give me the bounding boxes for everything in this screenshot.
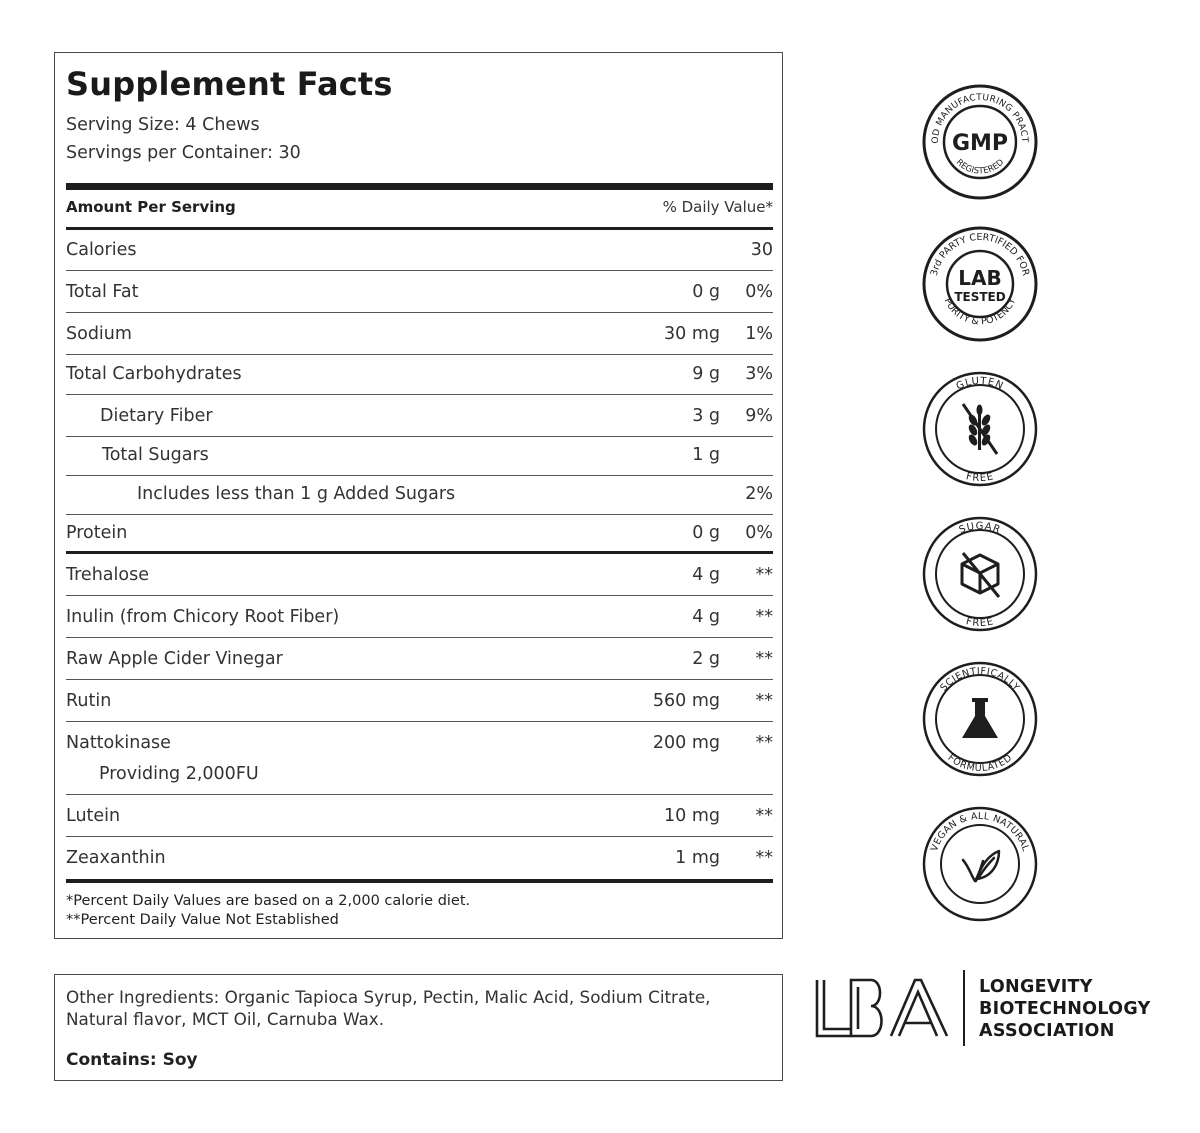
nutrient-amount: 30 mg [664,324,720,344]
ingredient-name: Nattokinase [66,733,171,753]
ingredient-amount: 10 mg [664,806,720,826]
row-divider [66,312,773,313]
nutrient-name: Calories [66,240,137,260]
bottom-divider [66,879,773,883]
nutrient-dv: 2% [745,484,773,504]
nutrient-name: Total Carbohydrates [66,364,242,384]
section-divider [66,551,773,554]
svg-text:GLUTEN: GLUTEN [954,375,1006,393]
ingredient-name: Zeaxanthin [66,848,166,868]
ingredient-amount: 560 mg [652,691,720,711]
nutrient-name: Total Fat [66,282,139,302]
allergen-contains: Contains: Soy [66,1050,198,1070]
nutrient-name: Dietary Fiber [100,406,213,426]
lab-tested-seal-icon [921,225,1039,347]
lba-name-line3: ASSOCIATION [979,1021,1115,1041]
nutrient-name: Includes less than 1 g Added Sugars [137,484,456,504]
lba-name-line1: LONGEVITY [979,977,1093,997]
ingredient-name: Inulin (from Chicory Root Fiber) [66,607,340,627]
other-ingredients-panel [54,974,783,1081]
servings-per-container: Servings per Container: 30 [66,143,301,163]
header-divider [66,227,773,230]
lba-divider [963,970,965,1046]
daily-value-label: % Daily Value* [662,198,773,216]
svg-text:PURITY & POTENCY: PURITY & POTENCY [941,296,1019,328]
svg-text:SUGAR: SUGAR [957,520,1003,537]
panel-title: Supplement Facts [66,65,393,103]
supplement-facts-panel [54,52,783,939]
nutrient-name: Protein [66,523,128,543]
svg-text:3rd PARTY CERTIFIED FOR: 3rd PARTY CERTIFIED FOR [928,231,1032,278]
ingredient-name: Rutin [66,691,112,711]
sugar-free-badge [921,515,1039,637]
nutrient-amount: 0 g [692,523,720,543]
column-header [66,196,773,226]
thick-divider [66,183,773,190]
ingredient-amount: 4 g [692,607,720,627]
svg-text:VEGAN & ALL NATURAL: VEGAN & ALL NATURAL [929,810,1031,853]
ingredient-amount: 4 g [692,565,720,585]
row-divider [66,595,773,596]
gluten-free-badge [921,370,1039,492]
row-divider [66,436,773,437]
ingredient-name: Raw Apple Cider Vinegar [66,649,283,669]
amount-per-serving-label: Amount Per Serving [66,198,236,216]
ingredient-amount: 1 mg [675,848,720,868]
ingredient-name: Trehalose [66,565,149,585]
row-divider [66,394,773,395]
crossed-wheat-icon [963,404,997,454]
ingredient-name: Lutein [66,806,121,826]
row-divider [66,354,773,355]
svg-text:GOOD MANUFACTURING PRACTICE: OD MANUFACTURING PRACT [930,92,1030,144]
row-divider [66,475,773,476]
nutrient-dv: 3% [745,364,773,384]
ingredient-dv: ** [755,691,773,711]
leaf-icon [963,851,999,881]
flask-icon [962,698,998,738]
svg-text:LAB: LAB [958,266,1002,290]
lba-logo-icon [815,978,950,1044]
row-divider [66,836,773,837]
svg-text:TESTED: TESTED [954,290,1006,304]
scientifically-formulated-badge [921,660,1039,782]
row-divider [66,679,773,680]
nutrient-dv: 0% [745,523,773,543]
svg-text:REGISTERED: REGISTERED [953,157,1007,177]
row-divider [66,794,773,795]
crossed-sugar-cube-icon [962,553,999,597]
ingredient-dv: ** [755,607,773,627]
nutrient-amount: 3 g [692,406,720,426]
svg-text:FREE: FREE [964,471,996,485]
gmp-seal-icon [921,83,1039,205]
serving-size: Serving Size: 4 Chews [66,115,260,135]
ingredient-dv: ** [755,649,773,669]
nutrient-dv: 0% [745,282,773,302]
nutrient-dv: 30 [750,240,773,260]
nutrient-amount: 9 g [692,364,720,384]
nutrient-dv: 1% [745,324,773,344]
svg-text:FORMULATED: FORMULATED [945,752,1015,775]
row-divider [66,270,773,271]
other-ingredients-text: Other Ingredients: Organic Tapioca Syrup, Pectin, Malic Acid, Sodium Citrate, Natural flavor, MCT Oil, Carnuba Wax. [66,987,711,1029]
ingredient-dv: ** [755,806,773,826]
ingredient-dv: ** [755,848,773,868]
footnote-daily-values: *Percent Daily Values are based on a 2,000 calorie diet. [66,893,471,909]
ingredient-amount: 200 mg [652,733,720,753]
nutrient-name: Sodium [66,324,132,344]
svg-text:GMP: GMP [951,131,1009,156]
row-divider [66,721,773,722]
nutrient-dv: 9% [745,406,773,426]
row-divider [66,637,773,638]
nutrient-name: Total Sugars [102,445,209,465]
ingredient-amount: 2 g [692,649,720,669]
lba-name-line2: BIOTECHNOLOGY [979,999,1151,1019]
ingredient-dv: ** [755,565,773,585]
nutrient-amount: 1 g [692,445,720,465]
svg-text:FREE: FREE [964,616,996,630]
ingredient-dv: ** [755,733,773,753]
footnote-not-established: **Percent Daily Value Not Established [66,912,339,928]
ingredient-row-nattokinase [66,733,773,793]
row-divider [66,514,773,515]
vegan-natural-badge [921,805,1039,927]
ingredient-subtext: Providing 2,000FU [99,764,259,784]
nutrient-amount: 0 g [692,282,720,302]
svg-text:SCIENTIFICALLY: SCIENTIFICALLY [938,665,1022,694]
